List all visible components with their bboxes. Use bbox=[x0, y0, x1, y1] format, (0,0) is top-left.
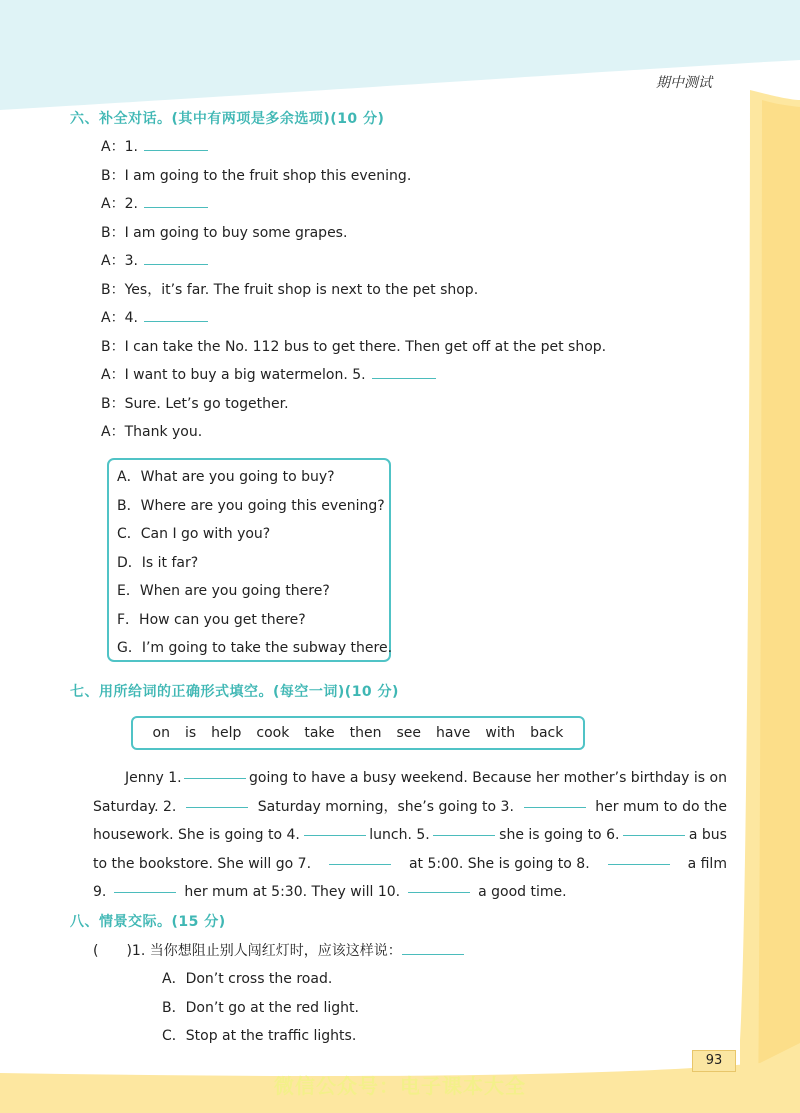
answer-blank[interactable] bbox=[144, 309, 208, 322]
answer-blank[interactable] bbox=[329, 850, 391, 865]
answer-blank[interactable] bbox=[144, 195, 208, 208]
answer-blank[interactable] bbox=[433, 821, 495, 836]
dialog-line: A：4. bbox=[101, 307, 208, 327]
answer-blank[interactable] bbox=[184, 764, 246, 779]
option-e: E．When are you going there? bbox=[117, 583, 330, 599]
word-bank-item: is bbox=[184, 725, 197, 741]
word-bank-item: with bbox=[485, 725, 516, 741]
dialog-line: B：I am going to the fruit shop this evening. bbox=[101, 168, 412, 184]
option-g: G．I’m going to take the subway there. bbox=[117, 640, 393, 656]
word-bank-item: take bbox=[304, 725, 335, 741]
question-1: ( )1. 当你想阻止别人闯红灯时，应该这样说： bbox=[93, 940, 464, 960]
answer-blank[interactable] bbox=[114, 878, 176, 893]
word-bank-item: on bbox=[152, 725, 170, 741]
answer-blank[interactable] bbox=[408, 878, 470, 893]
section-6-title: 六、补全对话。(其中有两项是多余选项)(10 分) bbox=[70, 111, 385, 127]
fill-in-paragraph: Jenny 1. going to have a busy weekend. Because her mother’s birthday is on Saturday. 2. Saturday morning，she’s going to 3. her mum to do the housework. She is going to 4. lunch. 5. she is going to 6. a bus to the bookstore. She will go 7. at 5:00. She is going to 8. a film 9. her mum at 5:30. They will 10. a good time. bbox=[93, 764, 727, 907]
dialog-line: B：I am going to buy some grapes. bbox=[101, 225, 348, 241]
dialog-line: A：3. bbox=[101, 250, 208, 270]
dialog-line: B：I can take the No. 112 bus to get there. Then get off at the pet shop. bbox=[101, 339, 607, 355]
word-bank-item: cook bbox=[256, 725, 290, 741]
header-label: 期中测试 bbox=[656, 75, 712, 91]
section-8-title: 八、情景交际。(15 分) bbox=[70, 914, 226, 930]
dialog-line: A：2. bbox=[101, 193, 208, 213]
option-f: F．How can you get there? bbox=[117, 612, 306, 628]
word-bank-item: then bbox=[349, 725, 382, 741]
answer-blank[interactable] bbox=[524, 793, 586, 808]
dialog-line: B：Yes，it’s far. The fruit shop is next to the pet shop. bbox=[101, 282, 479, 298]
word-bank-item: back bbox=[530, 725, 564, 741]
answer-blank[interactable] bbox=[402, 942, 464, 955]
option-d: D．Is it far? bbox=[117, 555, 199, 571]
word-bank-item: help bbox=[211, 725, 242, 741]
option-c: C．Can I go with you? bbox=[117, 526, 271, 542]
dialog-line: B：Sure. Let’s go together. bbox=[101, 396, 289, 412]
q1-option-a: A．Don’t cross the road. bbox=[162, 971, 333, 987]
dialog-line: A：I want to buy a big watermelon. 5. bbox=[101, 364, 436, 384]
answer-blank[interactable] bbox=[144, 252, 208, 265]
option-a: A．What are you going to buy? bbox=[117, 469, 335, 485]
page-edge-decoration bbox=[740, 0, 800, 1113]
answer-blank[interactable] bbox=[608, 850, 670, 865]
watermark: 微信公众号：电子课本大全 bbox=[274, 1074, 526, 1098]
answer-blank[interactable] bbox=[623, 821, 685, 836]
word-bank-item: have bbox=[436, 725, 471, 741]
answer-blank[interactable] bbox=[304, 821, 366, 836]
dialog-line: A：Thank you. bbox=[101, 424, 203, 440]
page-number: 93 bbox=[692, 1050, 736, 1072]
dialog-line: A：1. bbox=[101, 136, 208, 156]
header-wave-background bbox=[0, 0, 800, 120]
option-b: B．Where are you going this evening? bbox=[117, 498, 385, 514]
section-7-title: 七、用所给词的正确形式填空。(每空一词)(10 分) bbox=[70, 684, 399, 700]
word-bank-item: see bbox=[396, 725, 422, 741]
q1-option-b: B．Don’t go at the red light. bbox=[162, 1000, 359, 1016]
answer-blank[interactable] bbox=[186, 793, 248, 808]
q1-option-c: C．Stop at the traffic lights. bbox=[162, 1028, 357, 1044]
answer-blank[interactable] bbox=[372, 366, 436, 379]
word-bank bbox=[131, 716, 585, 750]
answer-blank[interactable] bbox=[144, 138, 208, 151]
